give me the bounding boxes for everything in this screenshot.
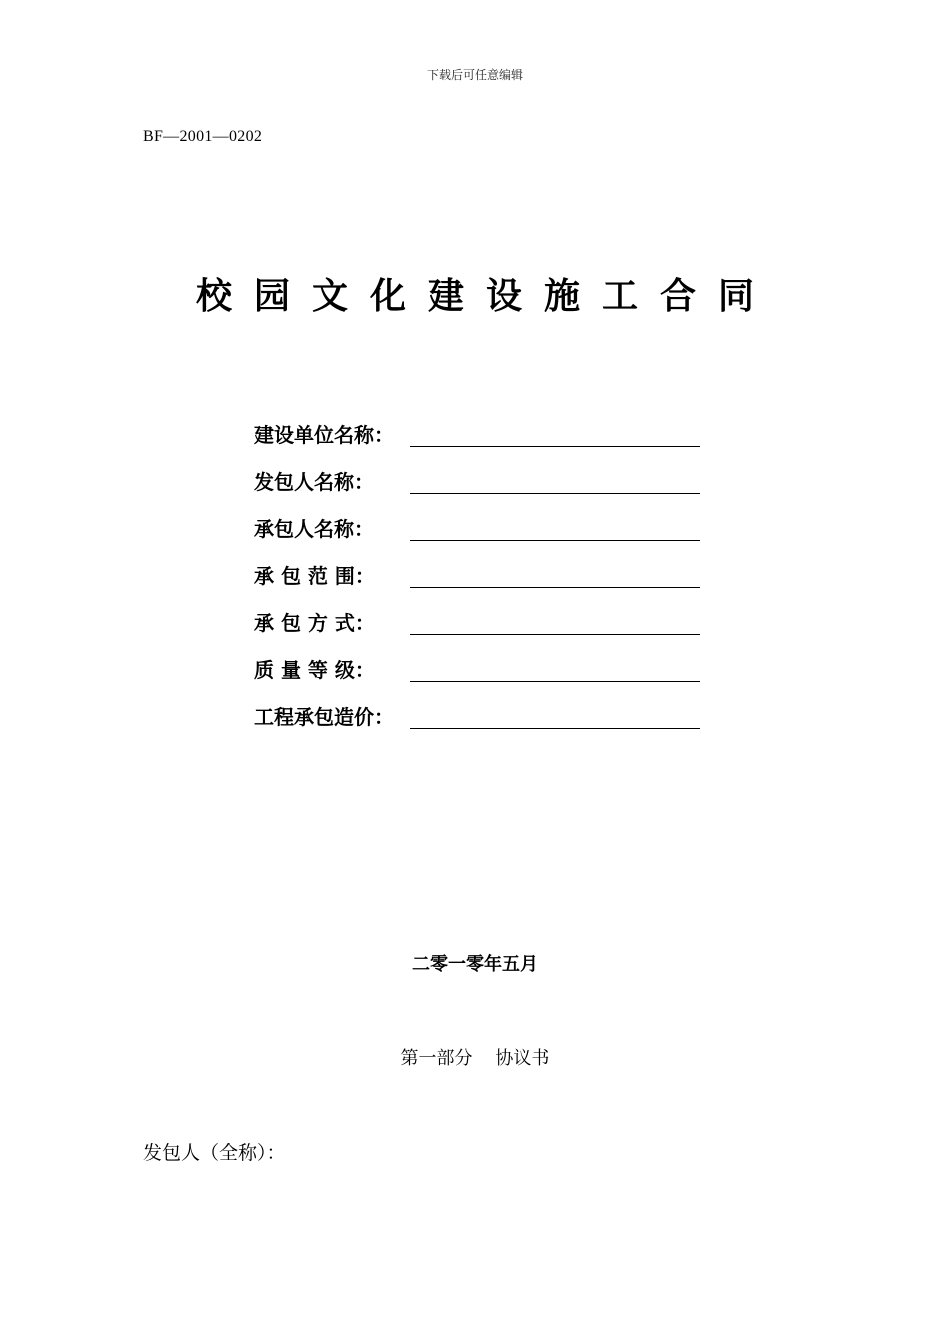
- contract-date: 二零一零年五月: [412, 954, 538, 975]
- field-row-contractor: [254, 498, 704, 545]
- header-note: 下载后可任意编辑: [426, 68, 523, 82]
- field-label: 发包人名称：: [254, 470, 374, 494]
- blank-fill-line: [410, 655, 700, 682]
- field-label: 承 包 范 围：: [254, 564, 375, 588]
- field-label: 质 量 等 级：: [254, 658, 375, 682]
- field-label: 建设单位名称：: [254, 423, 394, 447]
- blank-fill-line: [410, 420, 700, 447]
- section-heading: 第一部分 协议书: [400, 1048, 550, 1069]
- contract-title: 校园文化建设施工合同: [195, 276, 776, 317]
- employer-full-name-label: 发包人（全称）：: [143, 1142, 286, 1164]
- blank-fill-line: [410, 467, 700, 494]
- field-label: 承包人名称：: [254, 517, 374, 541]
- blank-fill-line: [410, 702, 700, 729]
- field-row-price: [254, 686, 704, 733]
- field-row-scope: [254, 545, 704, 592]
- field-label: 承 包 方 式：: [254, 611, 375, 635]
- field-row-quality: [254, 639, 704, 686]
- blank-fill-line: [410, 514, 700, 541]
- blank-fill-line: [410, 561, 700, 588]
- document-code: BF—2001—0202: [143, 128, 263, 145]
- blank-fill-line: [410, 608, 700, 635]
- field-label: 工程承包造价：: [254, 705, 394, 729]
- field-row-employer: [254, 451, 704, 498]
- contract-fields: [254, 404, 704, 733]
- field-row-method: [254, 592, 704, 639]
- field-row-construction-unit: [254, 404, 704, 451]
